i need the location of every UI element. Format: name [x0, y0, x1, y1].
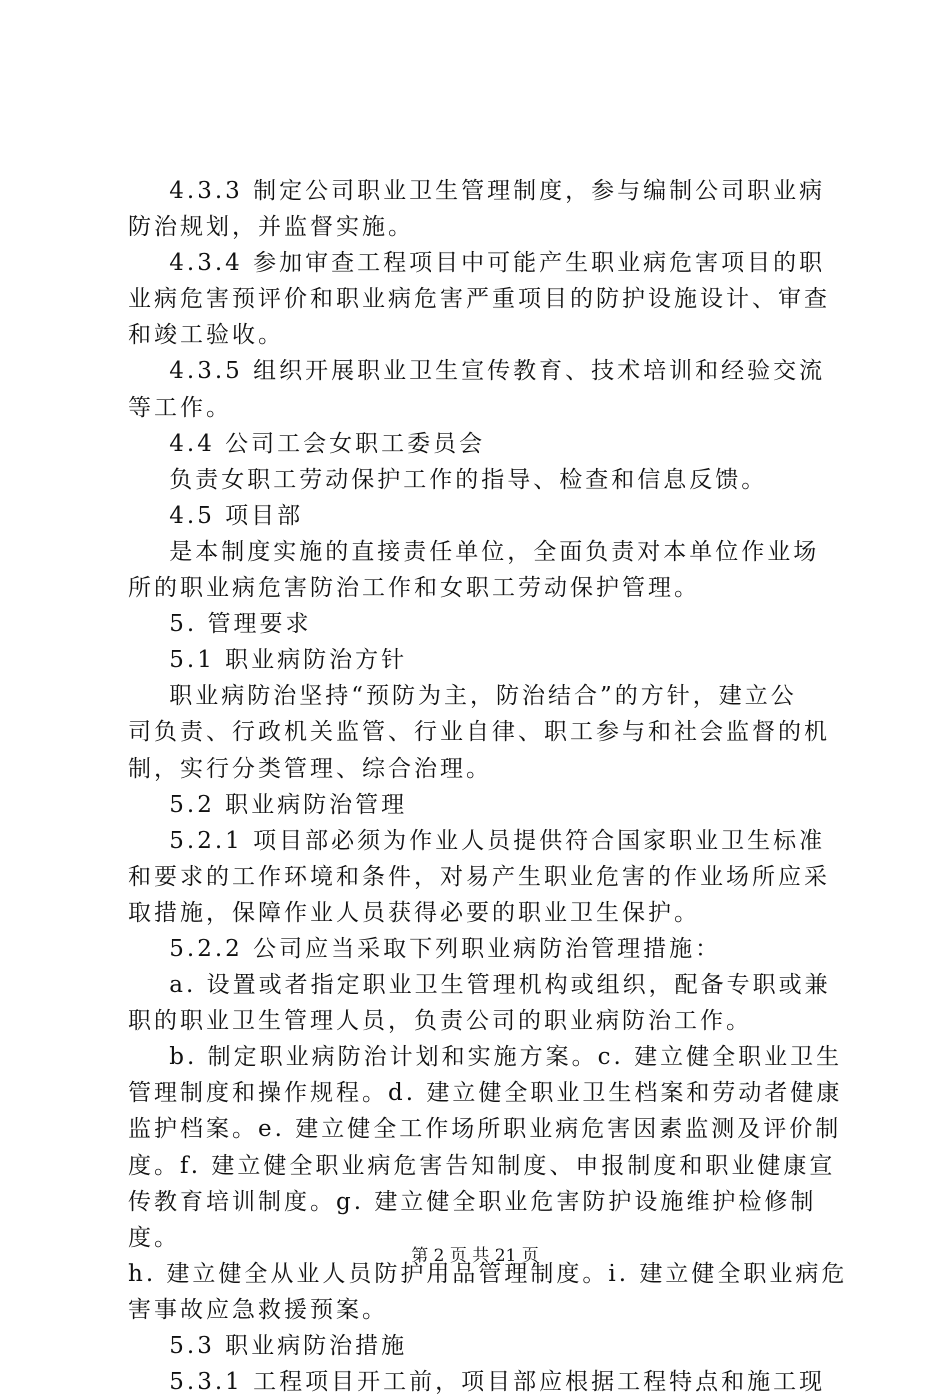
text-line: 取措施，保障作业人员获得必要的职业卫生保护。 [128, 899, 700, 926]
text-line: 5.2.2 公司应当采取下列职业病防治管理措施： [128, 935, 722, 962]
text-line: 和竣工验收。 [128, 322, 284, 349]
text-line: b. 制定职业病防治计划和实施方案。c. 建立健全职业卫生 [128, 1044, 843, 1071]
text-line: 5.3 职业病防治措施 [128, 1333, 408, 1359]
text-line: 管理制度和操作规程。d. 建立健全职业卫生档案和劳动者健康 [128, 1080, 843, 1107]
text-line: 是本制度实施的直接责任单位，全面负责对本单位作业场 [128, 538, 820, 565]
text-line: 4.3.4 参加审查工程项目中可能产生职业病危害项目的职 [128, 250, 826, 277]
text-line: 害事故应急救援预案。 [128, 1296, 388, 1323]
text-line: 度。f. 建立健全职业病危害告知制度、申报制度和职业健康宣 [128, 1152, 836, 1179]
text-line: 5.3.1 工程项目开工前，项目部应根据工程特点和施工现 [128, 1369, 826, 1396]
text-line: 所的职业病危害防治工作和女职工劳动保护管理。 [128, 575, 700, 602]
text-line: 4.4 公司工会女职工委员会 [128, 430, 486, 457]
text-line: 传教育培训制度。g. 建立健全职业危害防护设施维护检修制度。 [128, 1188, 817, 1251]
document-body [128, 173, 848, 1400]
text-line: h. 建立健全从业人员防护用品管理制度。i. 建立健全职业病危 [128, 1260, 848, 1287]
text-line: 司负责、行政机关监管、行业自律、职工参与和社会监督的机 [128, 719, 830, 746]
page-footer: 第 2 页 共 21 页 [411, 1246, 539, 1266]
text-line: 职的职业卫生管理人员，负责公司的职业病防治工作。 [128, 1008, 752, 1035]
text-line: 业病危害预评价和职业病危害严重项目的防护设施设计、审查 [128, 286, 830, 313]
text-line: 4.3.3 制定公司职业卫生管理制度，参与编制公司职业病 [128, 178, 826, 204]
text-line: 5. 管理要求 [128, 611, 312, 638]
text-line: 防治规划，并监督实施。 [128, 214, 414, 241]
text-line: 制，实行分类管理、综合治理。 [128, 755, 492, 782]
text-line: a. 设置或者指定职业卫生管理机构或组织，配备专职或兼 [128, 972, 831, 999]
text-line: 负责女职工劳动保护工作的指导、检查和信息反馈。 [128, 466, 768, 493]
text-line: 等工作。 [128, 394, 232, 421]
text-line: 5.2.1 项目部必须为作业人员提供符合国家职业卫生标准 [128, 827, 826, 854]
text-line: 4.5 项目部 [128, 502, 304, 529]
text-line: 4.3.5 组织开展职业卫生宣传教育、技术培训和经验交流 [128, 358, 826, 385]
text-line: 5.1 职业病防治方针 [128, 647, 408, 674]
text-line: 和要求的工作环境和条件，对易产生职业危害的作业场所应采 [128, 863, 830, 890]
text-line: 职业病防治坚持“预防为主，防治结合”的方针，建立公 [128, 683, 797, 710]
text-line: 5.2 职业病防治管理 [128, 791, 408, 818]
text-line: 监护档案。e. 建立健全工作场所职业病危害因素监测及评价制 [128, 1116, 842, 1143]
